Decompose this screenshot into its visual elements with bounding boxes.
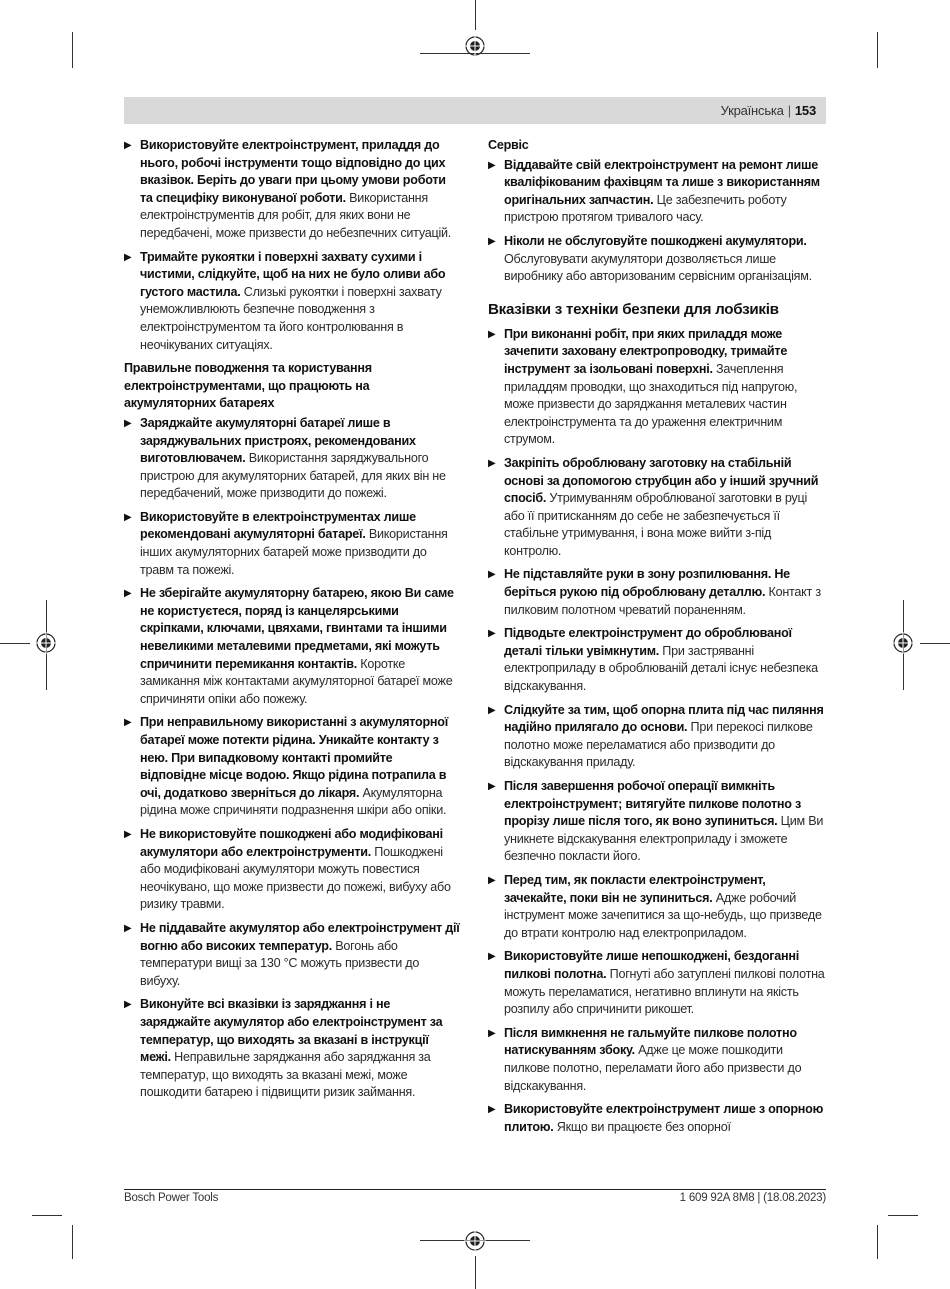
crop-mark (888, 1215, 918, 1216)
item-normal-text: Утримуванням оброблюваної заготовки в руці або її притисканням до себе не забезпечується її стабільне утримування, і вона може вийти з-під контролю. (504, 491, 807, 558)
item-normal-text: Цим Ви уникнете відскакування електроприладу і зможете безпечно покласти його. (504, 814, 824, 864)
list-item (488, 233, 828, 286)
list-item (488, 1101, 828, 1136)
list-item (124, 920, 460, 990)
item-normal-text: Слизькі рукоятки і поверхні захвату унеможливлюють безпечне поводження з електроінструментом та його контролювання в неочікуваних ситуаціях. (140, 284, 442, 352)
item-normal-text: Зачеплення приладдям проводки, що знаходиться під напругою, може призвести до заряджання металевих частин електроінструмента та до ураження електричним струмом. (504, 361, 798, 447)
bullet-triangle-icon: ▶ (124, 417, 132, 429)
item-normal-text: Пошкоджені або модифіковані акумулятори можуть повестися неочікувано, що може призвести до пожежі, вибуху або ризику травми. (140, 844, 451, 912)
bullet-triangle-icon: ▶ (488, 781, 496, 792)
bullet-triangle-icon: ▶ (488, 628, 496, 640)
crop-mark (475, 1256, 476, 1289)
bullet-triangle-icon: ▶ (124, 999, 132, 1011)
item-normal-text: Коротке замикання між контактами акумуляторної батареї може спричиняти опіки або пожежу. (140, 656, 453, 706)
crop-mark (475, 0, 476, 30)
right-column (488, 137, 828, 1142)
battery-heading: Правильне поводження та користування електроінструментами, що працюють на акумуляторних батареях (124, 361, 372, 411)
list-item (488, 625, 828, 695)
list-item (488, 778, 828, 866)
battery-list (124, 415, 460, 1102)
item-normal-text: Це забезпечить роботу пристрою протягом тривалого часу. (504, 192, 787, 225)
list-item (124, 826, 460, 914)
item-bold-text: Не зберігайте акумуляторну батарею, якою Ви саме не користуєтеся, поряд із канцелярськими скріпками, ключами, цвяхами, гвинтами та іншими невеликими металевими предметами, які можуть спричинити перемикання контактів. (140, 586, 454, 671)
bullet-triangle-icon: ▶ (124, 511, 132, 523)
bullet-triangle-icon: ▶ (488, 1027, 496, 1039)
bullet-triangle-icon: ▶ (488, 235, 496, 247)
registration-mark-icon (464, 35, 486, 57)
bullet-triangle-icon: ▶ (488, 328, 496, 340)
list-item (488, 157, 828, 227)
item-normal-text: Адже це може пошкодити пилкове полотно, переламати його або призвести до відскакування. (504, 1043, 802, 1093)
bullet-triangle-icon: ▶ (488, 704, 496, 716)
item-normal-text: Адже робочий інструмент може зачепитися за що-небудь, що призведе до втрати контролю над електроприладом. (504, 890, 822, 940)
jigsaw-list (488, 326, 828, 1137)
item-bold-text: Не використовуйте пошкоджені або модифіковані акумулятори або електроінструменти. (140, 826, 443, 859)
item-bold-text: Використовуйте електроінструмент, приладдя до нього, робочі інструменти тощо відповідно до цих вказівок. Беріть до уваги при цьому умови роботи та специфіку виконуваної роботи. (140, 138, 446, 205)
crop-mark (0, 643, 30, 644)
bullet-triangle-icon: ▶ (488, 457, 496, 469)
crop-mark (877, 32, 878, 68)
bullet-triangle-icon: ▶ (488, 874, 496, 886)
item-normal-text: Використання інших акумуляторних батарей може призводити до травм та пожежі. (140, 527, 448, 577)
bullet-triangle-icon: ▶ (124, 922, 132, 934)
item-bold-text: Тримайте рукоятки і поверхні захвату сухими і чистими, слідкуйте, щоб на них не було оливи або густого мастила. (140, 249, 446, 299)
list-item (124, 137, 460, 243)
list-item (124, 249, 460, 355)
item-bold-text: Закріпіть оброблювану заготовку на стабільній основі за допомогою струбцин або у інший зручний спосіб. (504, 455, 819, 506)
item-bold-text: Виконуйте всі вказівки із заряджання і не заряджайте акумулятор або електроінструмент за температур, що виходять за вказані в інструкції межі. (140, 997, 443, 1065)
list-item (124, 585, 460, 708)
list-item (488, 1025, 828, 1095)
footer-rule (124, 1189, 826, 1190)
item-normal-text: Використання заряджувального пристрою для акумуляторних батарей, для яких він не передбачений, може призводити до пожежі. (140, 451, 446, 501)
crop-mark (32, 1215, 62, 1216)
registration-mark-icon (892, 632, 914, 654)
item-normal-text: Використання електроінструментів для робіт, для яких вони не передбачені, може призвести до небезпечних ситуацій. (140, 190, 452, 240)
item-normal-text: Погнуті або затуплені пилкові полотна можуть переламатися, негативно вплинути на якість розпилу або спричинити рикошет. (504, 966, 825, 1017)
registration-mark-icon (35, 632, 57, 654)
footer-code: 1 609 92A 8M8 | (18.08.2023) (679, 1192, 826, 1204)
list-item (124, 996, 460, 1102)
service-list (488, 157, 828, 286)
bullet-triangle-icon: ▶ (124, 251, 132, 263)
list-item (124, 509, 460, 579)
item-bold-text: Віддавайте свій електроінструмент на ремонт лише кваліфікованим фахівцям та лише з використанням оригінальних запчастин. (504, 157, 820, 207)
item-bold-text: Використовуйте лише непошкоджені, бездоганні пилкові полотна. (504, 949, 800, 981)
list-item (488, 455, 828, 561)
item-bold-text: Після вимкнення не гальмуйте пилкове полотно натискуванням збоку. (504, 1025, 797, 1058)
crop-mark (920, 643, 950, 644)
bullet-triangle-icon: ▶ (124, 828, 132, 840)
item-normal-text: При перекосі пилкове полотно може переламатися або призводити до відскакування приладу. (504, 720, 813, 770)
item-bold-text: Після завершення робочої операції вимкніть електроінструмент; витягуйте пилкове полотно з прорізу лише після того, як воно зупиниться. (504, 779, 801, 829)
item-bold-text: При неправильному використанні з акумуляторної батареї може потекти рідина. Уникайте контакту з нею. При випадковому контакті промийте відповідне місце водою. Якщо рідина потрапила в очі, додатково зверніться до лікаря. (140, 715, 449, 800)
item-normal-text: При застряванні електроприладу в оброблюваній деталі існує небезпека відскакування. (504, 643, 818, 694)
list-item (488, 872, 828, 942)
bullet-triangle-icon: ▶ (124, 717, 132, 729)
list-item (488, 948, 828, 1018)
item-bold-text: Не підставляйте руки в зону розпилювання. Не беріться рукою під оброблювану деталлю. (504, 567, 790, 600)
crop-mark (72, 32, 73, 68)
left-column (124, 137, 460, 1108)
item-normal-text: Акумуляторна рідина може спричиняти подразнення шкіри або опіки. (140, 785, 447, 818)
list-item (488, 326, 828, 449)
bullet-triangle-icon: ▶ (488, 159, 496, 171)
intro-list (124, 137, 460, 354)
service-heading: Сервіс (488, 138, 529, 152)
list-item (488, 702, 828, 772)
registration-mark-icon (464, 1230, 486, 1252)
bullet-triangle-icon: ▶ (488, 951, 496, 963)
item-bold-text: Використовуйте в електроінструментах лише рекомендовані акумуляторні батареї. (140, 509, 416, 542)
jigsaw-section-title: Вказівки з техніки безпеки для лобзиків (488, 300, 779, 318)
header-label (721, 103, 816, 118)
page-number: 153 (794, 103, 816, 118)
item-bold-text: Слідкуйте за тим, щоб опорна плита під час пиляння надійно прилягало до основи. (504, 702, 824, 735)
item-normal-text: Вогонь або температури вищі за 130 °C можуть призвести до вибуху. (140, 938, 420, 988)
bullet-triangle-icon: ▶ (488, 569, 496, 581)
bullet-triangle-icon: ▶ (488, 1104, 496, 1116)
item-bold-text: Перед тим, як покласти електроінструмент, зачекайте, поки він не зупиниться. (504, 872, 766, 905)
item-bold-text: Заряджайте акумуляторні батареї лише в заряджувальних пристроях, рекомендованих виготовлювачем. (140, 415, 416, 466)
item-normal-text: Неправильне заряджання або заряджання за температур, що виходять за вказані межі, може пошкодити батарею і підвищити ризик займання. (140, 1050, 431, 1100)
bullet-triangle-icon: ▶ (124, 588, 132, 600)
item-normal-text: Обслуговувати акумулятори дозволяється лише виробнику або авторизованим сервісним організаціям. (504, 251, 812, 284)
item-bold-text: Підводьте електроінструмент до оброблюваної деталі тільки увімкнутим. (504, 626, 792, 658)
item-bold-text: При виконанні робіт, при яких приладдя може зачепити заховану електропроводку, тримайте інструмент за ізольовані поверхні. (504, 326, 788, 376)
list-item (488, 566, 828, 619)
list-item (124, 415, 460, 503)
crop-mark (72, 1225, 73, 1259)
footer-brand: Bosch Power Tools (124, 1192, 219, 1204)
header-separator: | (787, 103, 791, 118)
list-item (124, 714, 460, 820)
item-normal-text: Якщо ви працюєте без опорної (553, 1119, 731, 1134)
item-normal-text: Контакт з пилковим полотном чреватий пораненням. (504, 585, 821, 617)
item-bold-text: Ніколи не обслуговуйте пошкоджені акумулятори. (504, 233, 807, 248)
item-bold-text: Не піддавайте акумулятор або електроінструмент дії вогню або високих температур. (140, 920, 460, 953)
crop-mark (877, 1225, 878, 1259)
header-language: Українська (720, 103, 784, 118)
bullet-triangle-icon: ▶ (124, 140, 132, 151)
item-bold-text: Використовуйте електроінструмент лише з опорною плитою. (504, 1102, 824, 1134)
page-header (124, 97, 826, 124)
